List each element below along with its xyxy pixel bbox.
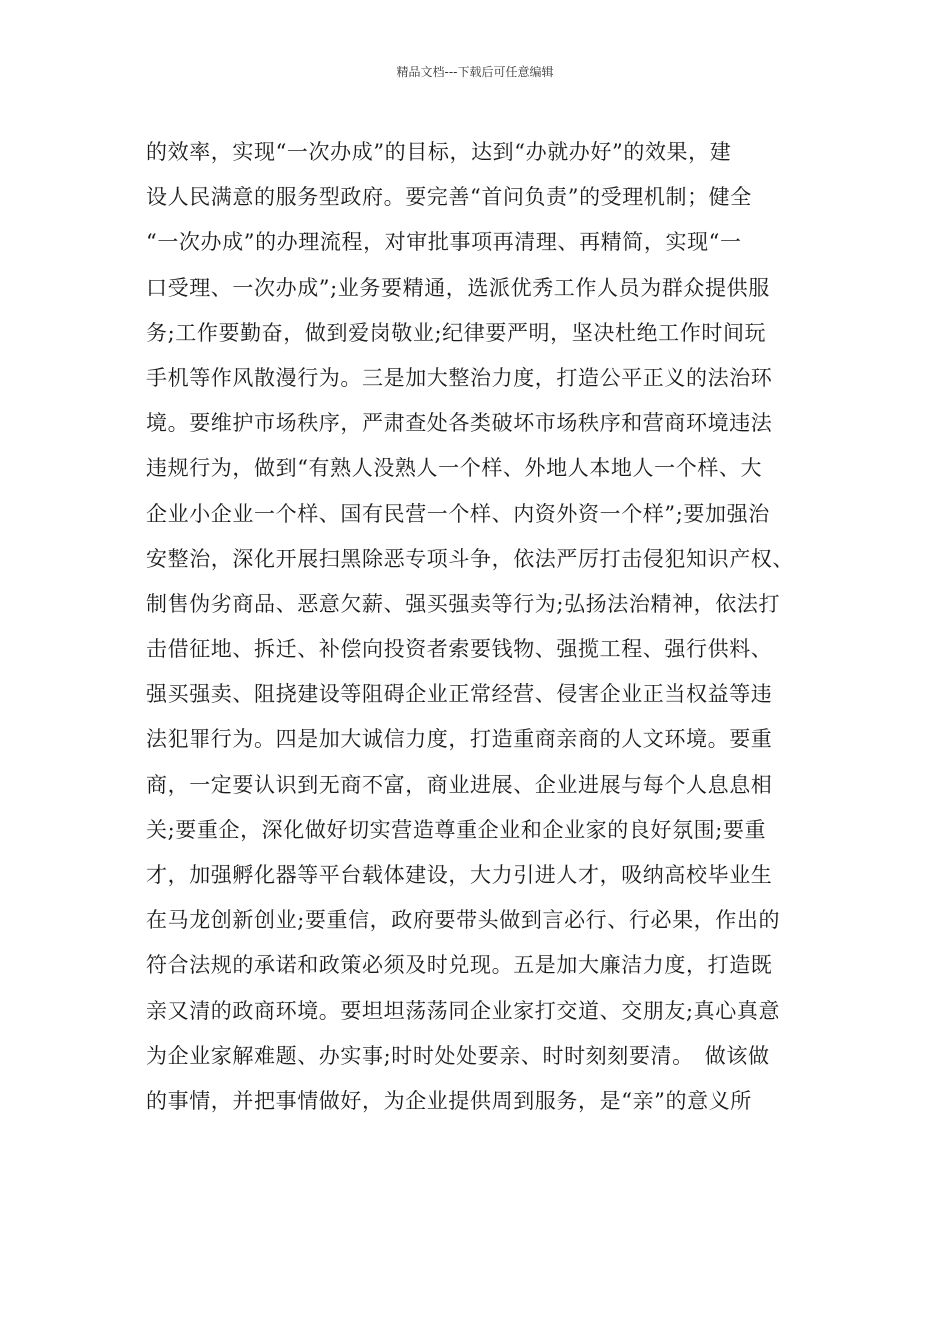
body-line: 设人民满意的服务型政府。要完善“首问负责”的受理机制；健全 <box>146 185 752 210</box>
body-line: 为企业家解难题、办实事;时时处处要亲、时时刻刻要清。 做该做 <box>146 1043 770 1068</box>
document-body <box>146 130 826 1124</box>
body-line: 关;要重企，深化做好切实营造尊重企业和企业家的良好氛围;要重 <box>146 817 767 842</box>
body-line: 强买强卖、阻挠建设等阻碍企业正常经营、侵害企业正当权益等违 <box>146 682 773 707</box>
body-line: 击借征地、拆迁、补偿向投资者索要钱物、强揽工程、强行供料、 <box>146 637 773 662</box>
body-line: 的效率，实现“一次办成”的目标，达到“办就办好”的效果，建 <box>146 140 732 164</box>
body-line: 违规行为，做到“有熟人没熟人一个样、外地人本地人一个样、大 <box>146 456 763 481</box>
body-line: 境。要维护市场秩序，严肃查处各类破坏市场秩序和营商环境违法 <box>146 411 773 436</box>
page-header: 精品文档---下载后可任意编辑 <box>396 65 554 79</box>
body-line: 手机等作风散漫行为。三是加大整治力度，打造公平正义的法治环 <box>146 365 773 390</box>
body-line: 商，一定要认识到无商不富，商业进展、企业进展与每个人息息相 <box>146 772 773 797</box>
body-line: “一次办成”的办理流程，对审批事项再清理、再精简，实现“一 <box>146 230 742 255</box>
body-line: 安整治，深化开展扫黑除恶专项斗争，依法严厉打击侵犯知识产权、 <box>146 546 794 571</box>
body-line: 企业小企业一个样、国有民营一个样、内资外资一个样”;要加强治 <box>146 501 770 526</box>
body-line: 的事情，并把事情做好，为企业提供周到服务，是“亲”的意义所 <box>146 1088 752 1113</box>
body-line: 务;工作要勤奋，做到爱岗敬业;纪律要严明，坚决杜绝工作时间玩 <box>146 320 767 345</box>
body-line: 亲又清的政商环境。要坦坦荡荡同企业家打交道、交朋友;真心真意 <box>146 998 781 1023</box>
body-line: 才，加强孵化器等平台载体建设，大力引进人才，吸纳高校毕业生 <box>146 863 773 887</box>
body-line: 在马龙创新创业;要重信，政府要带头做到言必行、行必果，作出的 <box>146 908 781 933</box>
body-line: 符合法规的承诺和政策必须及时兑现。五是加大廉洁力度，打造既 <box>146 953 773 978</box>
body-line: 口受理、一次办成”;业务要精通，选派优秀工作人员为群众提供服 <box>146 275 770 300</box>
body-line: 制售伪劣商品、恶意欠薪、强买强卖等行为;弘扬法治精神，依法打 <box>146 591 781 616</box>
body-line: 法犯罪行为。四是加大诚信力度，打造重商亲商的人文环境。要重 <box>146 727 773 752</box>
